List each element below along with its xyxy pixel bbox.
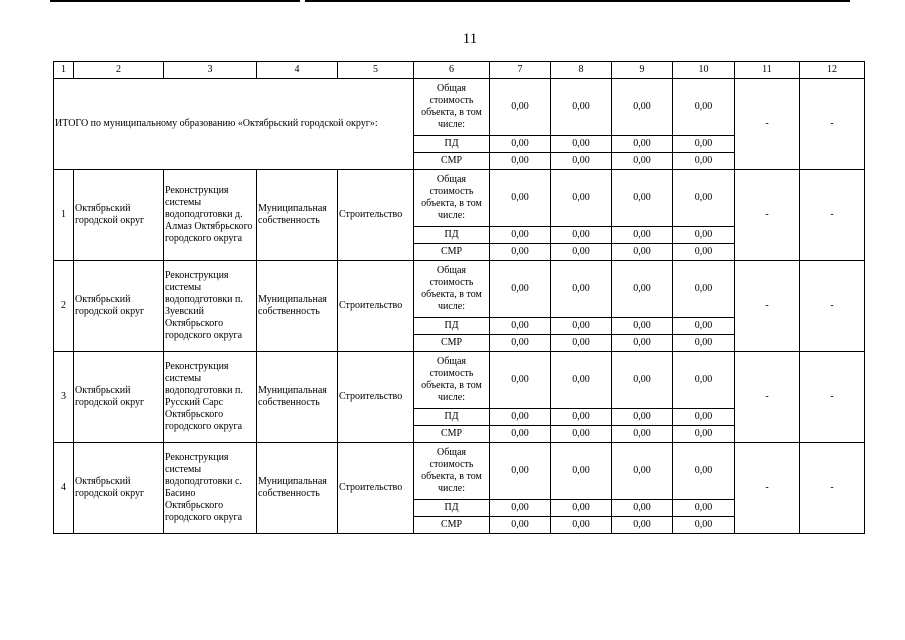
totals-row [54, 79, 865, 136]
value-cell: 0,00 [673, 426, 735, 443]
value-cell: 0,00 [490, 426, 551, 443]
value-cell: 0,00 [612, 443, 673, 500]
col12-cell: - [800, 170, 865, 261]
object-name-cell: Реконструкция системы водоподготовки п. Зуевский Октябрьского городского округа [164, 261, 257, 352]
col-header: 4 [257, 62, 338, 79]
value-cell: 0,00 [551, 517, 612, 534]
object-row [54, 170, 865, 227]
value-cell: 0,00 [551, 261, 612, 318]
ownership-cell: Муниципальная собственность [257, 261, 338, 352]
value-cell: 0,00 [551, 227, 612, 244]
col12-cell: - [800, 443, 865, 534]
value-cell: 0,00 [612, 500, 673, 517]
col-header: 11 [735, 62, 800, 79]
value-cell: 0,00 [551, 244, 612, 261]
totals-label: ИТОГО по муниципальному образованию «Октябрьский городской округ»: [54, 79, 414, 170]
value-cell: 0,00 [490, 318, 551, 335]
value-cell: 0,00 [551, 335, 612, 352]
object-number: 1 [54, 170, 74, 261]
value-cell: 0,00 [673, 153, 735, 170]
cost-type-cell: ПД [414, 409, 490, 426]
value-cell: 0,00 [612, 244, 673, 261]
object-name-cell: Реконструкция системы водоподготовки д. Алмаз Октябрьского городского округа [164, 170, 257, 261]
cost-type-cell: Общая стоимость объекта, в том числе: [414, 79, 490, 136]
object-row [54, 261, 865, 318]
value-cell: 0,00 [612, 79, 673, 136]
col11-cell: - [735, 352, 800, 443]
value-cell: 0,00 [612, 426, 673, 443]
col11-cell: - [735, 443, 800, 534]
value-cell: 0,00 [673, 318, 735, 335]
cost-type-cell: СМР [414, 244, 490, 261]
work-type-cell: Строительство [338, 261, 414, 352]
top-rule-right [305, 0, 850, 2]
ownership-cell: Муниципальная собственность [257, 443, 338, 534]
value-cell: 0,00 [612, 517, 673, 534]
value-cell: 0,00 [490, 335, 551, 352]
col-header: 12 [800, 62, 865, 79]
value-cell: 0,00 [490, 153, 551, 170]
value-cell: 0,00 [490, 79, 551, 136]
value-cell: 0,00 [673, 335, 735, 352]
value-cell: 0,00 [612, 227, 673, 244]
col-header: 7 [490, 62, 551, 79]
value-cell: 0,00 [490, 244, 551, 261]
value-cell: 0,00 [673, 500, 735, 517]
value-cell: 0,00 [673, 409, 735, 426]
cost-type-cell: Общая стоимость объекта, в том числе: [414, 443, 490, 500]
value-cell: 0,00 [551, 426, 612, 443]
value-cell: 0,00 [612, 170, 673, 227]
cost-type-cell: СМР [414, 517, 490, 534]
value-cell: 0,00 [551, 170, 612, 227]
object-number: 3 [54, 352, 74, 443]
cost-type-cell: ПД [414, 227, 490, 244]
value-cell: 0,00 [673, 227, 735, 244]
ownership-cell: Муниципальная собственность [257, 170, 338, 261]
col11-cell: - [735, 170, 800, 261]
object-name-cell: Реконструкция системы водоподготовки п. Русский Сарс Октябрьского городского округа [164, 352, 257, 443]
col-header: 6 [414, 62, 490, 79]
value-cell: 0,00 [612, 352, 673, 409]
district-cell: Октябрьский городской округ [74, 352, 164, 443]
cost-type-cell: Общая стоимость объекта, в том числе: [414, 352, 490, 409]
header-row [54, 62, 865, 79]
value-cell: 0,00 [673, 170, 735, 227]
value-cell: 0,00 [673, 517, 735, 534]
col-header: 8 [551, 62, 612, 79]
value-cell: 0,00 [490, 500, 551, 517]
value-cell: 0,00 [612, 153, 673, 170]
value-cell: 0,00 [490, 170, 551, 227]
value-cell: 0,00 [551, 79, 612, 136]
value-cell: 0,00 [612, 318, 673, 335]
investment-table [53, 61, 865, 534]
col12-cell: - [800, 352, 865, 443]
value-cell: 0,00 [612, 409, 673, 426]
cost-type-cell: СМР [414, 153, 490, 170]
value-cell: 0,00 [551, 409, 612, 426]
col12-cell: - [800, 79, 865, 170]
cost-type-cell: СМР [414, 426, 490, 443]
col11-cell: - [735, 261, 800, 352]
value-cell: 0,00 [490, 517, 551, 534]
object-name-cell: Реконструкция системы водоподготовки с. Басино Октябрьского городского округа [164, 443, 257, 534]
col-header: 1 [54, 62, 74, 79]
work-type-cell: Строительство [338, 170, 414, 261]
col-header: 2 [74, 62, 164, 79]
work-type-cell: Строительство [338, 352, 414, 443]
value-cell: 0,00 [612, 335, 673, 352]
ownership-cell: Муниципальная собственность [257, 352, 338, 443]
value-cell: 0,00 [490, 136, 551, 153]
col-header: 5 [338, 62, 414, 79]
cost-type-cell: ПД [414, 500, 490, 517]
object-row [54, 352, 865, 409]
value-cell: 0,00 [612, 136, 673, 153]
object-row [54, 443, 865, 500]
object-number: 2 [54, 261, 74, 352]
value-cell: 0,00 [551, 318, 612, 335]
value-cell: 0,00 [490, 227, 551, 244]
value-cell: 0,00 [673, 79, 735, 136]
value-cell: 0,00 [612, 261, 673, 318]
value-cell: 0,00 [490, 352, 551, 409]
district-cell: Октябрьский городской округ [74, 443, 164, 534]
district-cell: Октябрьский городской округ [74, 261, 164, 352]
col-header: 10 [673, 62, 735, 79]
value-cell: 0,00 [673, 443, 735, 500]
value-cell: 0,00 [490, 261, 551, 318]
col-header: 9 [612, 62, 673, 79]
work-type-cell: Строительство [338, 443, 414, 534]
value-cell: 0,00 [490, 443, 551, 500]
value-cell: 0,00 [551, 153, 612, 170]
col12-cell: - [800, 261, 865, 352]
cost-type-cell: Общая стоимость объекта, в том числе: [414, 261, 490, 318]
value-cell: 0,00 [551, 352, 612, 409]
cost-type-cell: Общая стоимость объекта, в том числе: [414, 170, 490, 227]
value-cell: 0,00 [551, 500, 612, 517]
value-cell: 0,00 [673, 352, 735, 409]
value-cell: 0,00 [551, 443, 612, 500]
value-cell: 0,00 [673, 244, 735, 261]
cost-type-cell: ПД [414, 136, 490, 153]
cost-type-cell: СМР [414, 335, 490, 352]
page-number: 11 [462, 31, 478, 47]
col11-cell: - [735, 79, 800, 170]
top-rule-left [50, 0, 300, 2]
value-cell: 0,00 [551, 136, 612, 153]
value-cell: 0,00 [673, 136, 735, 153]
district-cell: Октябрьский городской округ [74, 170, 164, 261]
object-number: 4 [54, 443, 74, 534]
value-cell: 0,00 [490, 409, 551, 426]
value-cell: 0,00 [673, 261, 735, 318]
cost-type-cell: ПД [414, 318, 490, 335]
col-header: 3 [164, 62, 257, 79]
